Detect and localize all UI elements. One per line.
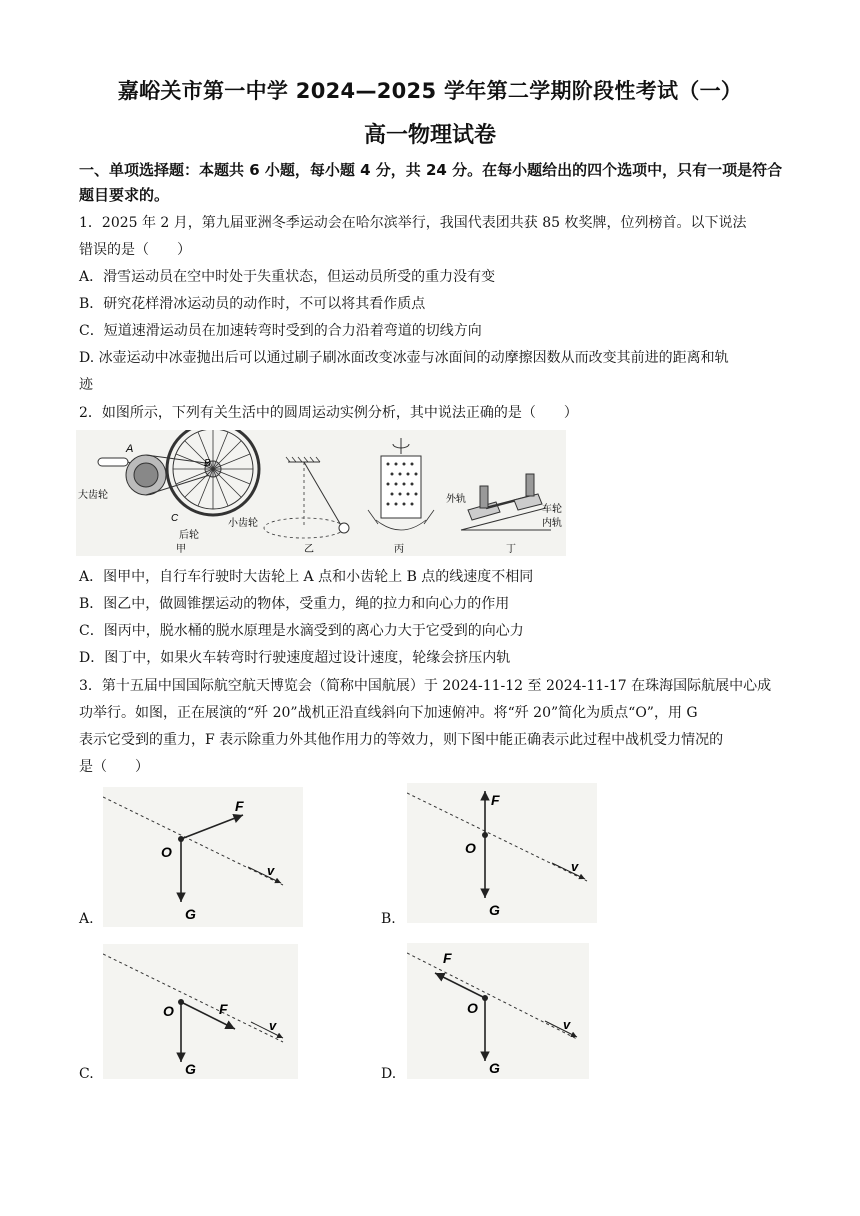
q2-option-a: A．图甲中，自行车行驶时大齿轮上 A 点和小齿轮上 B 点的线速度不相同 <box>79 569 534 585</box>
label-f: F <box>219 1001 228 1017</box>
option-a-label: A. <box>79 911 94 927</box>
label-c: C <box>171 513 179 524</box>
label-o: O <box>465 840 476 856</box>
q2-option-b: B．图乙中，做圆锥摆运动的物体，受重力，绳的拉力和向心力的作用 <box>79 596 510 612</box>
label-g: G <box>185 906 196 922</box>
q2-stem: 2．如图所示，下列有关生活中的圆周运动实例分析，其中说法正确的是（ ） <box>79 405 578 421</box>
exam-title: 嘉峪关市第一中学 2024—2025 学年第二学期阶段性考试（一） <box>117 79 743 103</box>
q3-figure-a <box>103 787 303 927</box>
label-v: v <box>269 1018 277 1033</box>
label-o: O <box>467 1000 478 1016</box>
q1-stem-line2: 错误的是（ ） <box>79 242 191 258</box>
option-c-label: C. <box>79 1066 94 1082</box>
label-inner-rail: 内轨 <box>542 518 562 529</box>
label-rear-wheel: 后轮 <box>179 530 199 541</box>
q1-option-d-line2: 迹 <box>79 377 93 393</box>
q3-stem-line3: 表示它受到的重力，F 表示除重力外其他作用力的等效力，则下图中能正确表示此过程中战机受力情况的 <box>79 732 724 748</box>
q1-option-c: C．短道速滑运动员在加速转弯时受到的合力沿着弯道的切线方向 <box>79 323 482 339</box>
label-o: O <box>161 844 172 860</box>
q1-option-d-line1: D. 冰壶运动中冰壶抛出后可以通过刷子刷冰面改变冰壶与冰面间的动摩擦因数从而改变其前进的距离和轨 <box>79 350 729 366</box>
label-f: F <box>491 792 500 808</box>
label-small-gear: 小齿轮 <box>228 518 258 529</box>
label-a: A <box>126 443 134 455</box>
label-g: G <box>489 1060 500 1076</box>
q1-stem-line1: 1．2025 年 2 月，第九届亚洲冬季运动会在哈尔滨举行，我国代表团共获 85 枚奖牌，位列榜首。以下说法 <box>79 215 747 231</box>
label-g: G <box>489 902 500 918</box>
label-f: F <box>443 950 452 966</box>
option-d-label: D. <box>381 1066 397 1082</box>
q2-figure <box>76 430 566 556</box>
option-b-label: B. <box>381 911 396 927</box>
q3-figure-b <box>407 783 597 923</box>
q1-option-a: A．滑雪运动员在空中时处于失重状态，但运动员所受的重力没有变 <box>79 269 496 285</box>
label-b: B <box>204 458 211 469</box>
label-v: v <box>571 859 579 874</box>
label-wheel: 车轮 <box>542 504 562 515</box>
label-big-gear: 大齿轮 <box>78 490 108 501</box>
q2-option-d: D．图丁中，如果火车转弯时行驶速度超过设计速度，轮缘会挤压内轨 <box>79 650 511 666</box>
exam-subtitle: 高一物理试卷 <box>363 123 496 148</box>
label-o: O <box>163 1003 174 1019</box>
q3-stem-line2: 功举行。如图，正在展演的“歼 20”战机正沿直线斜向下加速俯冲。将“歼 20”简化为质点“O”，用 G <box>79 705 698 721</box>
label-bing: 丙 <box>394 544 404 555</box>
label-v: v <box>563 1017 571 1032</box>
label-ding: 丁 <box>506 544 516 555</box>
label-v: v <box>267 863 275 878</box>
q3-stem-line1: 3．第十五届中国国际航空航天博览会（简称中国航展）于 2024-11-12 至 2024-11-17 在珠海国际航展中心成 <box>79 678 772 694</box>
q3-figure-c <box>103 944 298 1079</box>
q1-option-b: B．研究花样滑冰运动员的动作时，不可以将其看作质点 <box>79 296 426 312</box>
label-f: F <box>235 798 244 814</box>
q2-option-c: C．图丙中，脱水桶的脱水原理是水滴受到的离心力大于它受到的向心力 <box>79 623 524 639</box>
q3-stem-line4: 是（ ） <box>79 759 149 775</box>
label-yi: 乙 <box>304 544 314 555</box>
label-g: G <box>185 1061 196 1077</box>
q3-figure-d <box>407 943 589 1079</box>
label-jia: 甲 <box>176 544 186 555</box>
section-heading: 一、单项选择题：本题共 6 小题，每小题 4 分，共 24 分。在每小题给出的四个选项中，只有一项是符合题目要求的。 <box>79 161 783 204</box>
label-outer-rail: 外轨 <box>446 494 466 505</box>
